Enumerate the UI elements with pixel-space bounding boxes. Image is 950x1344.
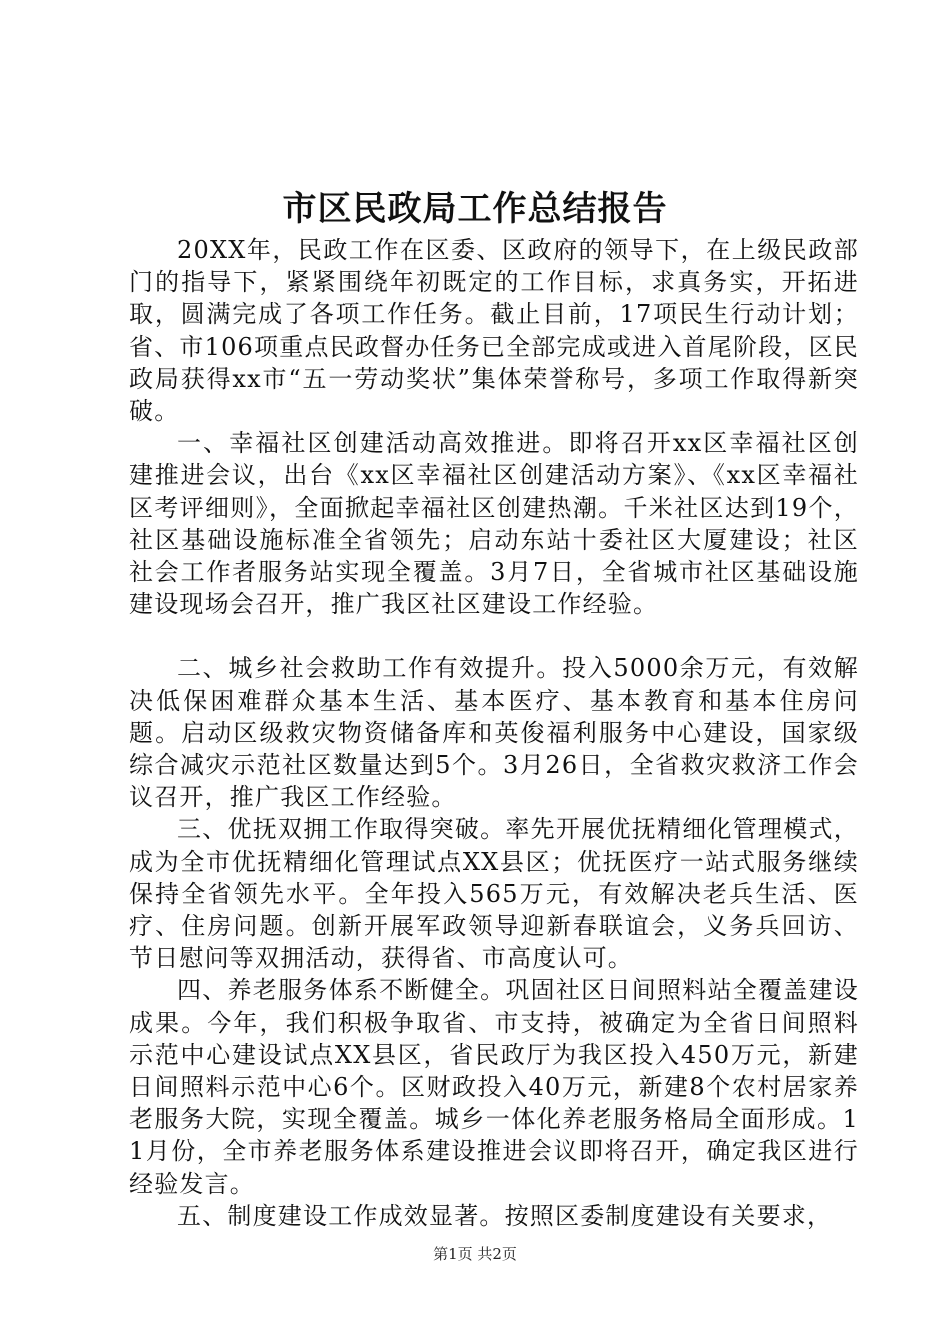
paragraph-section-1: 一、幸福社区创建活动高效推进。即将召开xx区幸福社区创建推进会议，出台《xx区幸福社区创建活动方案》、《xx区幸福社区考评细则》，全面掀起幸福社区创建热潮。千米社区达到19个，社区基础设施标准全省领先；启动东站十委社区大厦建设；社区社会工作者服务站实现全覆盖。3月7日，全省城市社区基础设施建设现场会召开，推广我区社区建设工作经验。 xyxy=(129,429,859,619)
paragraph-intro: 20XX年，民政工作在区委、区政府的领导下，在上级民政部门的指导下，紧紧围绕年初既定的工作目标，求真务实，开拓进取，圆满完成了各项工作任务。截止目前，17项民生行动计划；省、市106项重点民政督办任务已全部完成或进入首尾阶段，区民政局获得xx市“五一劳动奖状”集体荣誉称号，多项工作取得新突破。 xyxy=(129,236,859,426)
page-number-footer: 第1页 共2页 xyxy=(433,1245,517,1263)
paragraph-section-2: 二、城乡社会救助工作有效提升。投入5000余万元，有效解决低保困难群众基本生活、基本医疗、基本教育和基本住房问题。启动区级救灾物资储备库和英俊福利服务中心建设，国家级综合减灾示范社区数量达到5个。3月26日，全省救灾救济工作会议召开，推广我区工作经验。 xyxy=(129,654,859,812)
paragraph-section-4: 四、养老服务体系不断健全。巩固社区日间照料站全覆盖建设成果。今年，我们积极争取省、市支持，被确定为全省日间照料示范中心建设试点XX县区，省民政厅为我区投入450万元，新建日间照料示范中心6个。区财政投入40万元，新建8个农村居家养老服务大院，实现全覆盖。城乡一体化养老服务格局全面形成。11月份，全市养老服务体系建设推进会议即将召开，确定我区进行经验发言。 xyxy=(129,976,859,1198)
document-title: 市区民政局工作总结报告 xyxy=(282,189,668,229)
paragraph-section-3: 三、优抚双拥工作取得突破。率先开展优抚精细化管理模式，成为全市优抚精细化管理试点XX县区；优抚医疗一站式服务继续保持全省领先水平。全年投入565万元，有效解决老兵生活、医疗、住房问题。创新开展军政领导迎新春联谊会，义务兵回访、节日慰问等双拥活动，获得省、市高度认可。 xyxy=(129,815,859,973)
document-body xyxy=(129,234,859,1232)
paragraph-section-5: 五、制度建设工作成效显著。按照区委制度建设有关要求， xyxy=(177,1201,833,1230)
